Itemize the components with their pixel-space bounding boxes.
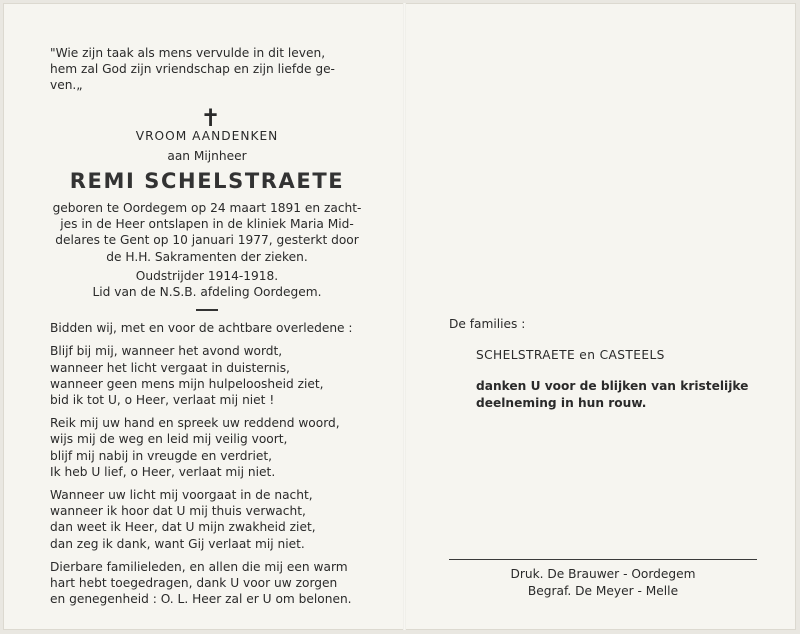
card-fold — [403, 3, 406, 630]
opening-quote: "Wie zijn taak als mens vervulde in dit leven, hem zal God zijn vriendschap en zijn liefde ge- ven.„ — [50, 46, 335, 93]
membership-note: Lid van de N.S.B. afdeling Oordegem. — [92, 285, 322, 300]
memorial-card — [3, 3, 796, 630]
right-page — [449, 316, 769, 411]
stanza: Reik mij uw hand en spreek uw reddend woord, wijs mij de weg en leid mij veilig voort, blijf mij nabij in vreugde en verdriet, Ik heb U lief, o Heer, verlaat mij niet. — [50, 416, 340, 479]
prayer — [50, 320, 364, 607]
thanks-message: danken U voor de blijken van kristelijke deelneming in hun rouw. — [476, 379, 749, 410]
family-names: SCHELSTRAETE en CASTEELS — [476, 348, 665, 363]
cross-icon: ✝ — [200, 103, 221, 132]
footer-rule — [449, 559, 757, 560]
stanza: Blijf bij mij, wanneer het avond wordt, wanneer het licht vergaat in duisternis, wanneer geen mens mijn hulpeloosheid ziet, bid ik tot U, o Heer, verlaat mij niet ! — [50, 344, 324, 408]
stanza: Wanneer uw licht mij voorgaat in de nacht, wanneer ik hoor dat U mij thuis verwacht, dan weet ik Heer, dat U mijn zwakheid ziet, dan zeg ik dank, want Gij verlaat mij niet. — [50, 488, 316, 551]
veteran-note: Oudstrijder 1914-1918. — [135, 268, 279, 283]
left-page — [50, 45, 364, 607]
deceased-name: REMI SCHELSTRAETE — [69, 169, 345, 194]
heading-remembrance: VROOM AANDENKEN — [135, 128, 279, 143]
families-label: De families : — [449, 317, 526, 331]
printer-credits: Druk. De Brauwer - Oordegem Begraf. De Meyer - Melle — [510, 567, 696, 598]
honorific: aan Mijnheer — [167, 148, 247, 163]
divider — [196, 309, 218, 311]
stanza: Dierbare familieleden, en allen die mij een warm hart hebt toegedragen, dank U voor uw zorgen en genegenheid : O. L. Heer zal er U om belonen. — [50, 559, 352, 607]
prayer-intro: Bidden wij, met en voor de achtbare overledene : — [50, 321, 353, 336]
biography: geboren te Oordegem op 24 maart 1891 en zacht- jes in de Heer ontslapen in de kliniek Maria Mid- delares te Gent op 10 januari 1977, gesterkt door de H.H. Sakramenten der zieken. — [52, 201, 362, 264]
